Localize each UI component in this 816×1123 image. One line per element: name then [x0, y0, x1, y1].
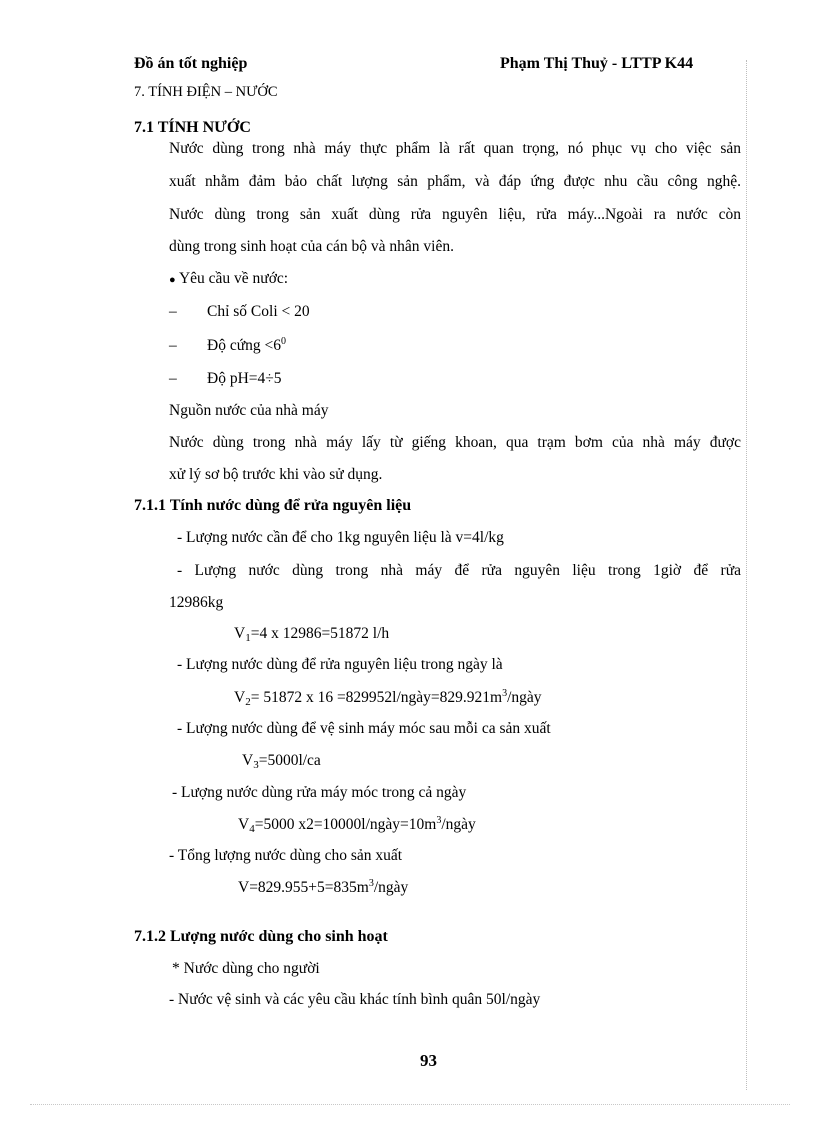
- calc-line: - Lượng nước dùng trong nhà máy để rửa nguyên liệu trong 1giờ để rửa: [177, 562, 741, 579]
- dash-bullet: –: [169, 303, 177, 320]
- calc-line: 12986kg: [169, 594, 224, 611]
- requirement-item: Chỉ số Coli < 20: [207, 303, 310, 320]
- paragraph-line: Nước dùng trong nhà máy thực phẩm là rất quan trọng, nó phục vụ cho việc sản: [169, 140, 741, 157]
- bullet-icon: ●: [169, 274, 176, 286]
- paragraph-line: dùng trong sinh hoạt của cán bộ và nhân viên.: [169, 238, 454, 255]
- source-title: Nguồn nước của nhà máy: [169, 402, 329, 419]
- formula-v2: $V_2= 51872$ x $16 =829952l/ngày=829.921m^3$/ngày: [234, 688, 542, 708]
- requirement-item: Độ cứng $<6^0$: [207, 336, 286, 354]
- formula-v1: $V_1=4$ x 12986=51872 l/h: [234, 625, 390, 644]
- paragraph-line: Nước dùng trong sản xuất dùng rửa nguyên liệu, rửa máy...Ngoài ra nước còn: [169, 206, 741, 223]
- section-title: 7. TÍNH ĐIỆN – NƯỚC: [134, 84, 278, 100]
- calc-line: - Lượng nước dùng để vệ sinh máy móc sau mỗi ca sản xuất: [177, 720, 551, 737]
- page-edge-right: [746, 60, 747, 1090]
- paragraph-line: xuất nhằm đảm bảo chất lượng sản phẩm, và đáp ứng được nhu cầu công nghệ.: [169, 173, 741, 190]
- page-edge-bottom: [30, 1104, 790, 1105]
- paragraph-line: Nước dùng trong nhà máy lấy từ giếng khoan, qua trạm bơm của nhà máy được: [169, 434, 741, 451]
- paragraph-line: xử lý sơ bộ trước khi vào sử dụng.: [169, 466, 383, 483]
- header-right: Phạm Thị Thuỷ - LTTP K44: [500, 55, 694, 72]
- calc-line: - Nước vệ sinh và các yêu cầu khác tính bình quân 50l/ngày: [169, 991, 541, 1008]
- heading-7-1-2: 7.1.2 Lượng nước dùng cho sinh hoạt: [134, 928, 388, 945]
- calc-line: - Lượng nước cần để cho 1kg nguyên liệu là v=4l/kg: [177, 529, 504, 546]
- formula-total: $V=829.955+5=835m^3$/ngày: [238, 878, 409, 896]
- calc-line: * Nước dùng cho người: [172, 960, 320, 977]
- formula-v3: $V_3=5000l/ca$: [242, 752, 321, 771]
- heading-7-1: 7.1 TÍNH NƯỚC: [134, 119, 251, 136]
- calc-line: - Lượng nước dùng rửa máy móc trong cả ngày: [172, 784, 467, 801]
- requirements-title: ● Yêu cầu về nước:: [169, 270, 289, 287]
- dash-bullet: –: [169, 370, 177, 387]
- requirement-item: Độ pH=4÷5: [207, 370, 282, 387]
- dash-bullet: –: [169, 337, 177, 354]
- calc-line: - Tổng lượng nước dùng cho sản xuất: [169, 847, 403, 864]
- page-number: 93: [420, 1051, 437, 1070]
- calc-line: - Lượng nước dùng để rửa nguyên liệu trong ngày là: [177, 656, 503, 673]
- heading-7-1-1: 7.1.1 Tính nước dùng để rửa nguyên liệu: [134, 497, 412, 514]
- formula-v4: $V_4=5000$ $x2=10000l/ngày=10m^3$/ngày: [238, 815, 476, 835]
- header-left: Đồ án tốt nghiệp: [134, 55, 248, 72]
